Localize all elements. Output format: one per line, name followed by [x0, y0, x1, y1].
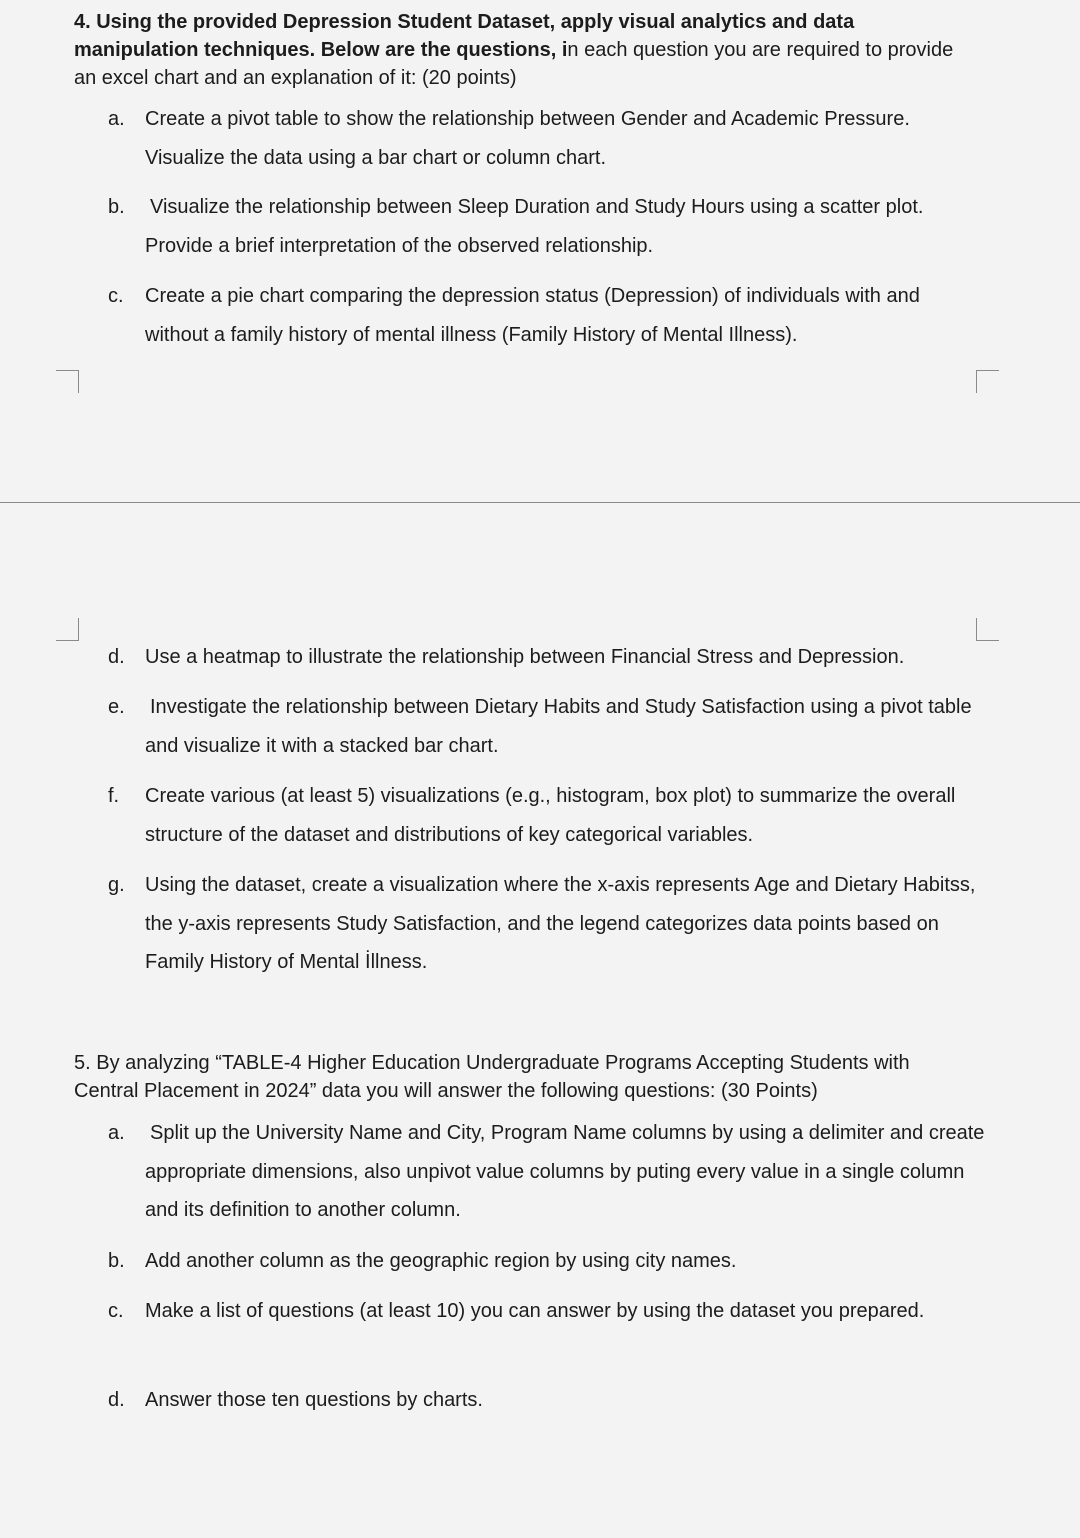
- question-5c: [108, 1292, 988, 1331]
- page-corner-mark: [976, 370, 999, 393]
- item-letter: a.: [108, 1122, 125, 1144]
- question-4-heading-normal: n each question you are required to provide an excel chart and an explanation of it: (20 points): [74, 39, 954, 89]
- item-text: Create a pie chart comparing the depression status (Depression) of individuals with and without a family history of mental illness (Family History of Mental Illness).: [145, 285, 920, 346]
- item-text: Investigate the relationship between Dietary Habits and Study Satisfaction using a pivot table and visualize it with a stacked bar chart.: [145, 696, 972, 757]
- item-letter: d.: [108, 1389, 125, 1411]
- item-letter: c.: [108, 1300, 124, 1322]
- item-letter: c.: [108, 285, 124, 307]
- item-text: Make a list of questions (at least 10) you can answer by using the dataset you prepared.: [145, 1300, 925, 1322]
- item-text: Create a pivot table to show the relationship between Gender and Academic Pressure. Visualize the data using a bar chart or column chart.: [145, 108, 910, 169]
- item-text: Split up the University Name and City, Program Name columns by using a delimiter and create appropriate dimensions, also unpivot value columns by puting every value in a single column and its definition to another column.: [145, 1122, 985, 1221]
- page-break-divider: [0, 502, 1080, 503]
- item-text: Visualize the relationship between Sleep Duration and Study Hours using a scatter plot. Provide a brief interpretation of the observed relationship.: [145, 196, 924, 257]
- item-text: Add another column as the geographic region by using city names.: [145, 1250, 737, 1272]
- question-5b: [108, 1242, 988, 1281]
- question-4-heading-bold: 4. Using the provided Depression Student Dataset, apply visual analytics and data manipulation techniques. Below are the questions, i: [74, 11, 855, 61]
- page-corner-mark: [56, 370, 79, 393]
- question-4g: [108, 866, 988, 982]
- item-letter: e.: [108, 696, 125, 718]
- question-5a: [108, 1114, 988, 1230]
- question-4b: [108, 188, 988, 265]
- item-text: Using the dataset, create a visualization where the x-axis represents Age and Dietary Habitss, the y-axis represents Study Satisfaction, and the legend categorizes data points based on Family History of Mental İllness.: [145, 874, 976, 973]
- question-4-heading: [74, 8, 974, 92]
- page-corner-mark: [56, 618, 79, 641]
- question-5-heading: 5. By analyzing “TABLE-4 Higher Education Undergraduate Programs Accepting Students with Central Placement in 2024” data you will answer the following questions: (30 Points): [74, 1052, 910, 1102]
- item-letter: b.: [108, 196, 125, 218]
- item-text: Create various (at least 5) visualizations (e.g., histogram, box plot) to summarize the overall structure of the dataset and distributions of key categorical variables.: [145, 785, 956, 846]
- item-letter: g.: [108, 874, 125, 896]
- question-4c: [108, 277, 988, 354]
- item-letter: a.: [108, 108, 125, 130]
- question-4a: [108, 100, 988, 177]
- item-text: Use a heatmap to illustrate the relationship between Financial Stress and Depression.: [145, 646, 905, 668]
- item-letter: b.: [108, 1250, 125, 1272]
- question-5d: [108, 1381, 988, 1420]
- item-letter: f.: [108, 785, 120, 807]
- question-4d: [108, 638, 988, 677]
- question-4f: [108, 777, 988, 854]
- item-letter: d.: [108, 646, 125, 668]
- question-4e: [108, 688, 988, 765]
- item-text: Answer those ten questions by charts.: [145, 1389, 483, 1411]
